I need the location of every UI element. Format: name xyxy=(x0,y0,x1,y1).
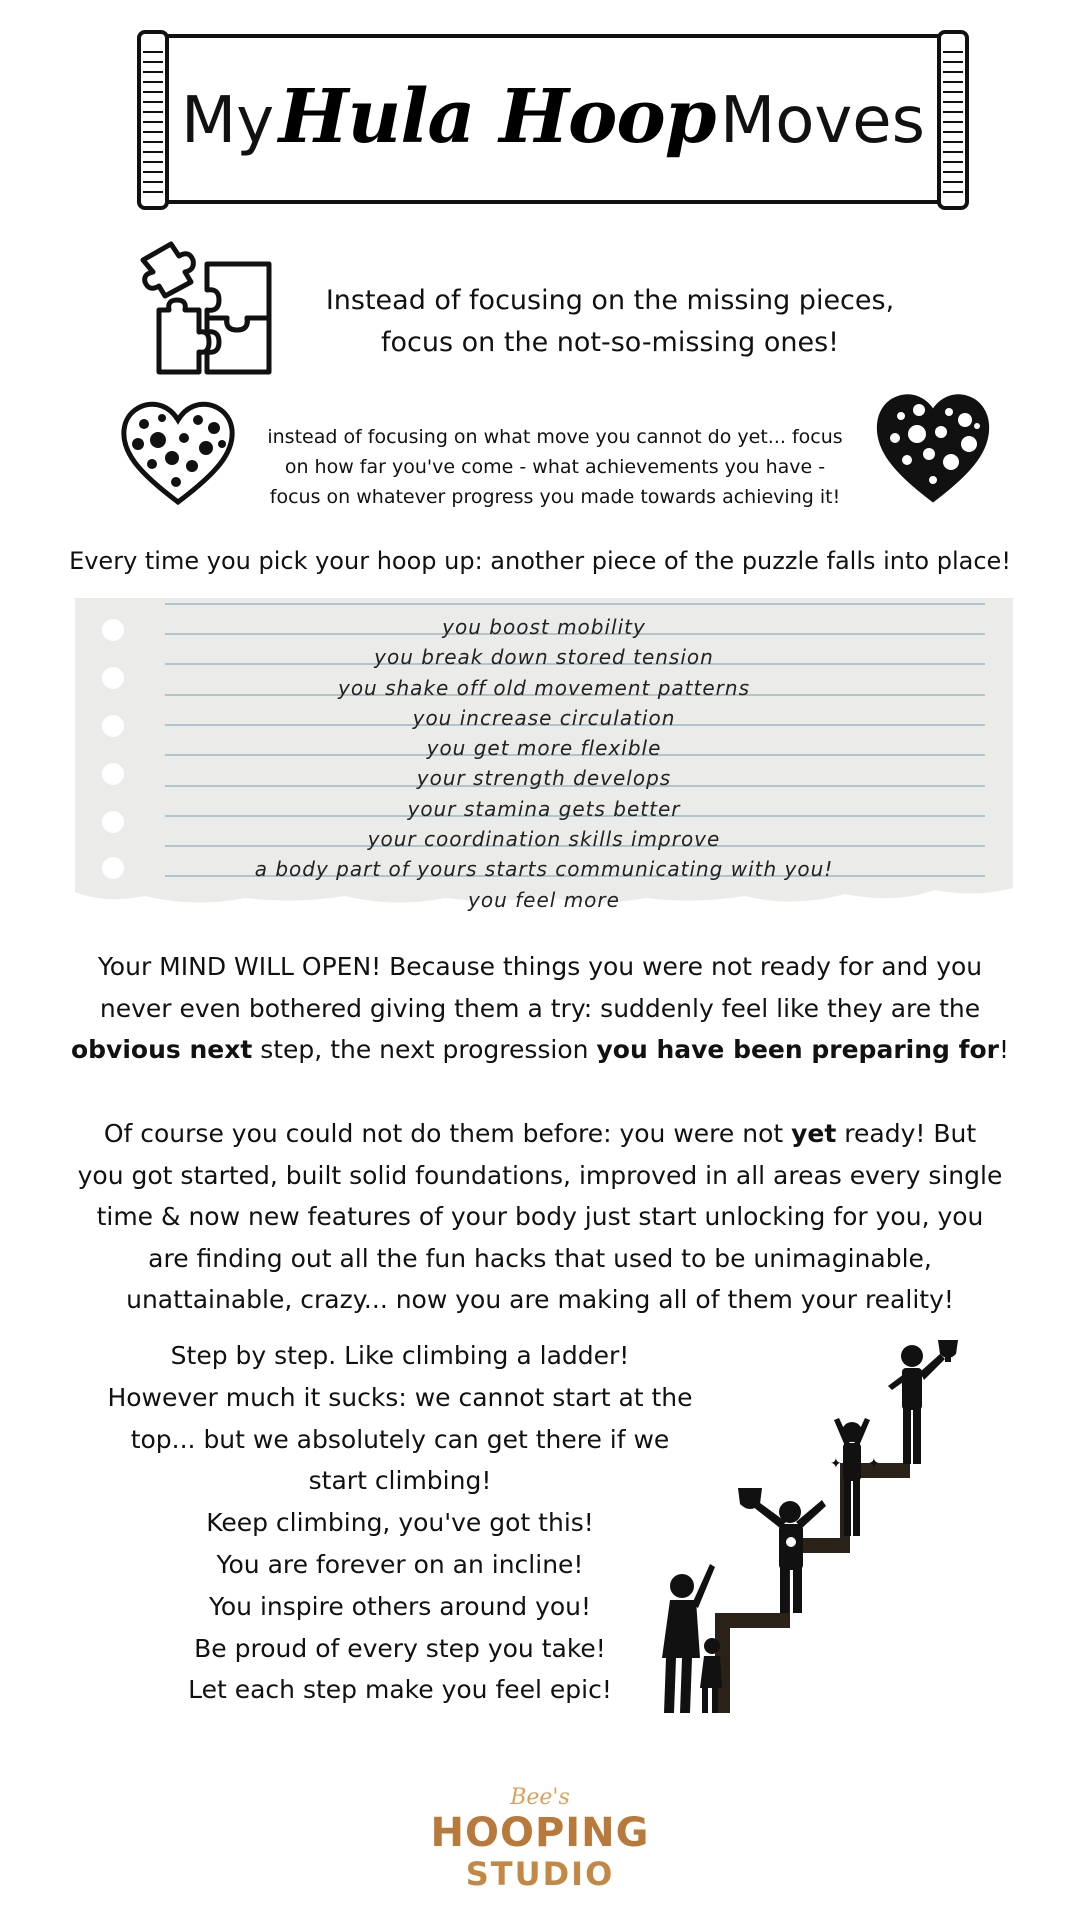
climbing-stairs-trophy-icon xyxy=(640,1328,980,1723)
ladder-line: top... but we absolutely can get there if we xyxy=(130,1424,670,1454)
emphasis-text: yet xyxy=(791,1119,837,1148)
svg-text:✦: ✦ xyxy=(830,1456,842,1472)
puzzle-quote-line2: focus on the not-so-missing ones! xyxy=(381,327,839,358)
ladder-line: Step by step. Like climbing a ladder! xyxy=(170,1341,630,1370)
title-part-hula-hoop: Hula Hoop xyxy=(278,74,716,160)
logo-sub-text: STUDIO xyxy=(465,1855,615,1893)
hearts-quote-line2: on how far you've come - what achievements you have - xyxy=(284,456,826,478)
list-item: you boost mobility xyxy=(442,615,646,639)
list-item: you feel more xyxy=(468,887,620,912)
list-item: your coordination skills improve xyxy=(367,827,721,852)
benefits-list xyxy=(75,612,1013,915)
paragraph-line: you got started, built solid foundations, improved in all areas every single xyxy=(77,1160,1003,1190)
paragraph-text: ready! But xyxy=(836,1119,977,1148)
notebook-paper xyxy=(75,598,1013,912)
ladder-line: Keep climbing, you've got this! xyxy=(206,1508,594,1538)
title-banner xyxy=(133,22,973,218)
page-title xyxy=(133,74,973,160)
ladder-paragraph xyxy=(60,1335,740,1711)
hearts-quote-line1: instead of focusing on what move you cannot do yet... focus xyxy=(267,426,843,448)
puzzle-icon xyxy=(135,238,275,383)
title-part-moves: Moves xyxy=(719,84,925,158)
ladder-line: You inspire others around you! xyxy=(208,1591,592,1621)
paragraph-line xyxy=(40,1113,1040,1155)
ladder-line: start climbing! xyxy=(308,1466,492,1496)
polka-dot-heart-icon xyxy=(118,398,238,513)
paragraph-line xyxy=(40,1029,1040,1071)
list-item: your stamina gets better xyxy=(407,796,681,821)
hearts-quote xyxy=(240,422,870,512)
paragraph-text: step, the next progression xyxy=(252,1035,597,1064)
puzzle-quote xyxy=(285,280,935,364)
svg-text:✦: ✦ xyxy=(868,1456,880,1472)
emphasis-text: obvious next xyxy=(70,1035,253,1064)
filled-polka-dot-heart-icon xyxy=(873,390,993,510)
list-item: a body part of yours starts communicating with you! xyxy=(254,857,834,882)
every-time-heading: Every time you pick your hoop up: another piece of the puzzle falls into place! xyxy=(69,547,1011,575)
puzzle-quote-line1: Instead of focusing on the missing pieces, xyxy=(325,285,895,316)
title-part-my: My xyxy=(181,84,275,158)
logo-script-text: Bee's xyxy=(510,1785,570,1810)
paragraph-text: Of course you could not do them before: you were not xyxy=(103,1119,792,1148)
list-item: you shake off old movement patterns xyxy=(337,675,750,700)
paragraph-line: never even bothered giving them a try: suddenly feel like they are the xyxy=(99,993,981,1023)
mind-will-open-paragraph xyxy=(40,946,1040,1071)
hearts-quote-line3: focus on whatever progress you made towards achieving it! xyxy=(269,486,841,508)
logo-main-text: HOOPING xyxy=(430,1810,650,1856)
list-item: you break down stored tension xyxy=(374,645,714,670)
list-item: you get more flexible xyxy=(426,736,662,761)
list-item: your strength develops xyxy=(416,766,672,791)
of-course-paragraph xyxy=(40,1113,1040,1321)
list-item: you increase circulation xyxy=(412,705,676,730)
paragraph-line: Your MIND WILL OPEN! Because things you were not ready for and you xyxy=(97,952,983,981)
paragraph-line: are finding out all the fun hacks that used to be unimaginable, xyxy=(148,1243,932,1273)
paragraph-line: unattainable, crazy... now you are making all of them your reality! xyxy=(126,1285,954,1314)
ladder-line: However much it sucks: we cannot start at the xyxy=(107,1382,693,1412)
paragraph-text: ! xyxy=(999,1035,1010,1064)
ladder-line: Let each step make you feel epic! xyxy=(188,1675,612,1705)
emphasis-text: you have been preparing for xyxy=(596,1035,999,1064)
paragraph-line: time & now new features of your body just start unlocking for you, you xyxy=(96,1202,984,1231)
ladder-line: You are forever on an incline! xyxy=(216,1549,584,1579)
hooping-studio-logo xyxy=(430,1785,650,1920)
ladder-line: Be proud of every step you take! xyxy=(194,1633,606,1663)
